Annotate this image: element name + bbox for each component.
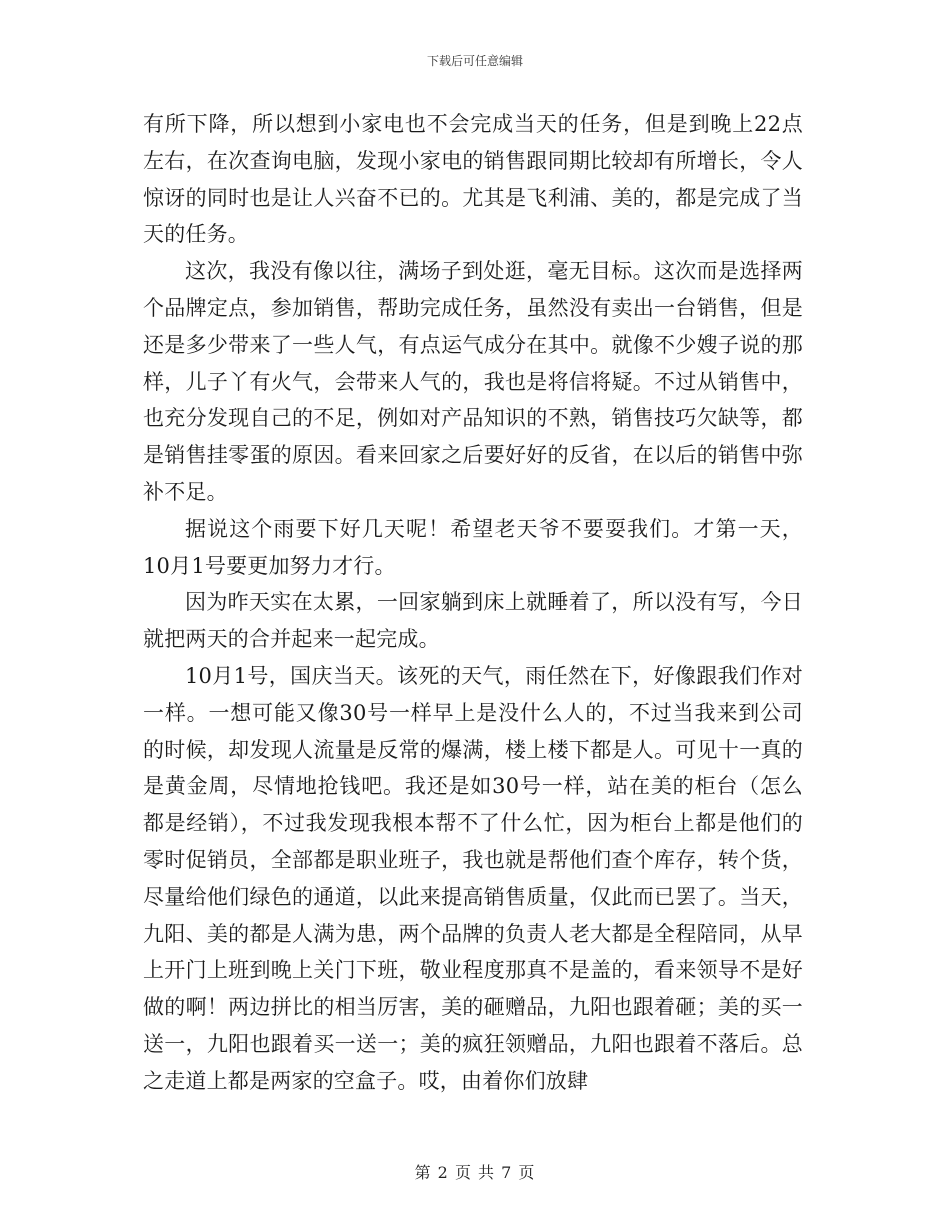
paragraph-1: 有所下降，所以想到小家电也不会完成当天的任务，但是到晚上22点左右，在次查询电脑，发现小家电的销售跟同期比较却有所增长，令人惊讶的同时也是让人兴奋不已的。尤其是飞利浦、美的，都是完成了当天的任务。 [143, 112, 803, 247]
paragraph-3: 据说这个雨要下好几天呢！希望老天爷不要耍我们。才第一天，10月1号要更加努力才行。 [143, 516, 803, 578]
page-header-note: 下载后可任意编辑 [426, 54, 523, 68]
page-number-footer: 第 2 页 共 7 页 [414, 1163, 536, 1182]
paragraph-5: 10月1号，国庆当天。该死的天气，雨任然在下，好像跟我们作对一样。一想可能又像30号一样早上是没什么人的，不过当我来到公司的时候，却发现人流量是反常的爆满，楼上楼下都是人。可见十一真的是黄金周，尽情地抢钱吧。我还是如30号一样，站在美的柜台（怎么都是经销），不过我发现我根本帮不了什么忙，因为柜台上都是他们的零时促销员，全部都是职业班子，我也就是帮他们查个库存，转个货，尽量给他们绿色的通道，以此来提高销售质量，仅此而已罢了。当天，九阳、美的都是人满为患，两个品牌的负责人老大都是全程陪同，从早上开门上班到晚上关门下班，敬业程度那真不是盖的，看来领导不是好做的啊！两边拼比的相当厉害，美的砸赠品，九阳也跟着砸；美的买一送一，九阳也跟着买一送一；美的疯狂领赠品，九阳也跟着不落后。总之走道上都是两家的空盒子。哎，由着你们放肆 [143, 663, 803, 1093]
document-body [143, 106, 803, 1100]
paragraph-4: 因为昨天实在太累，一回家躺到床上就睡着了，所以没有写，今日就把两天的合并起来一起完成。 [143, 590, 803, 652]
paragraph-2: 这次，我没有像以往，满场子到处逛，毫无目标。这次而是选择两个品牌定点，参加销售，帮助完成任务，虽然没有卖出一台销售，但是还是多少带来了一些人气，有点运气成分在其中。就像不少嫂子说的那样，儿子丫有火气，会带来人气的，我也是将信将疑。不过从销售中，也充分发现自己的不足，例如对产品知识的不熟，销售技巧欠缺等，都是销售挂零蛋的原因。看来回家之后要好好的反省，在以后的销售中弥补不足。 [143, 259, 803, 504]
